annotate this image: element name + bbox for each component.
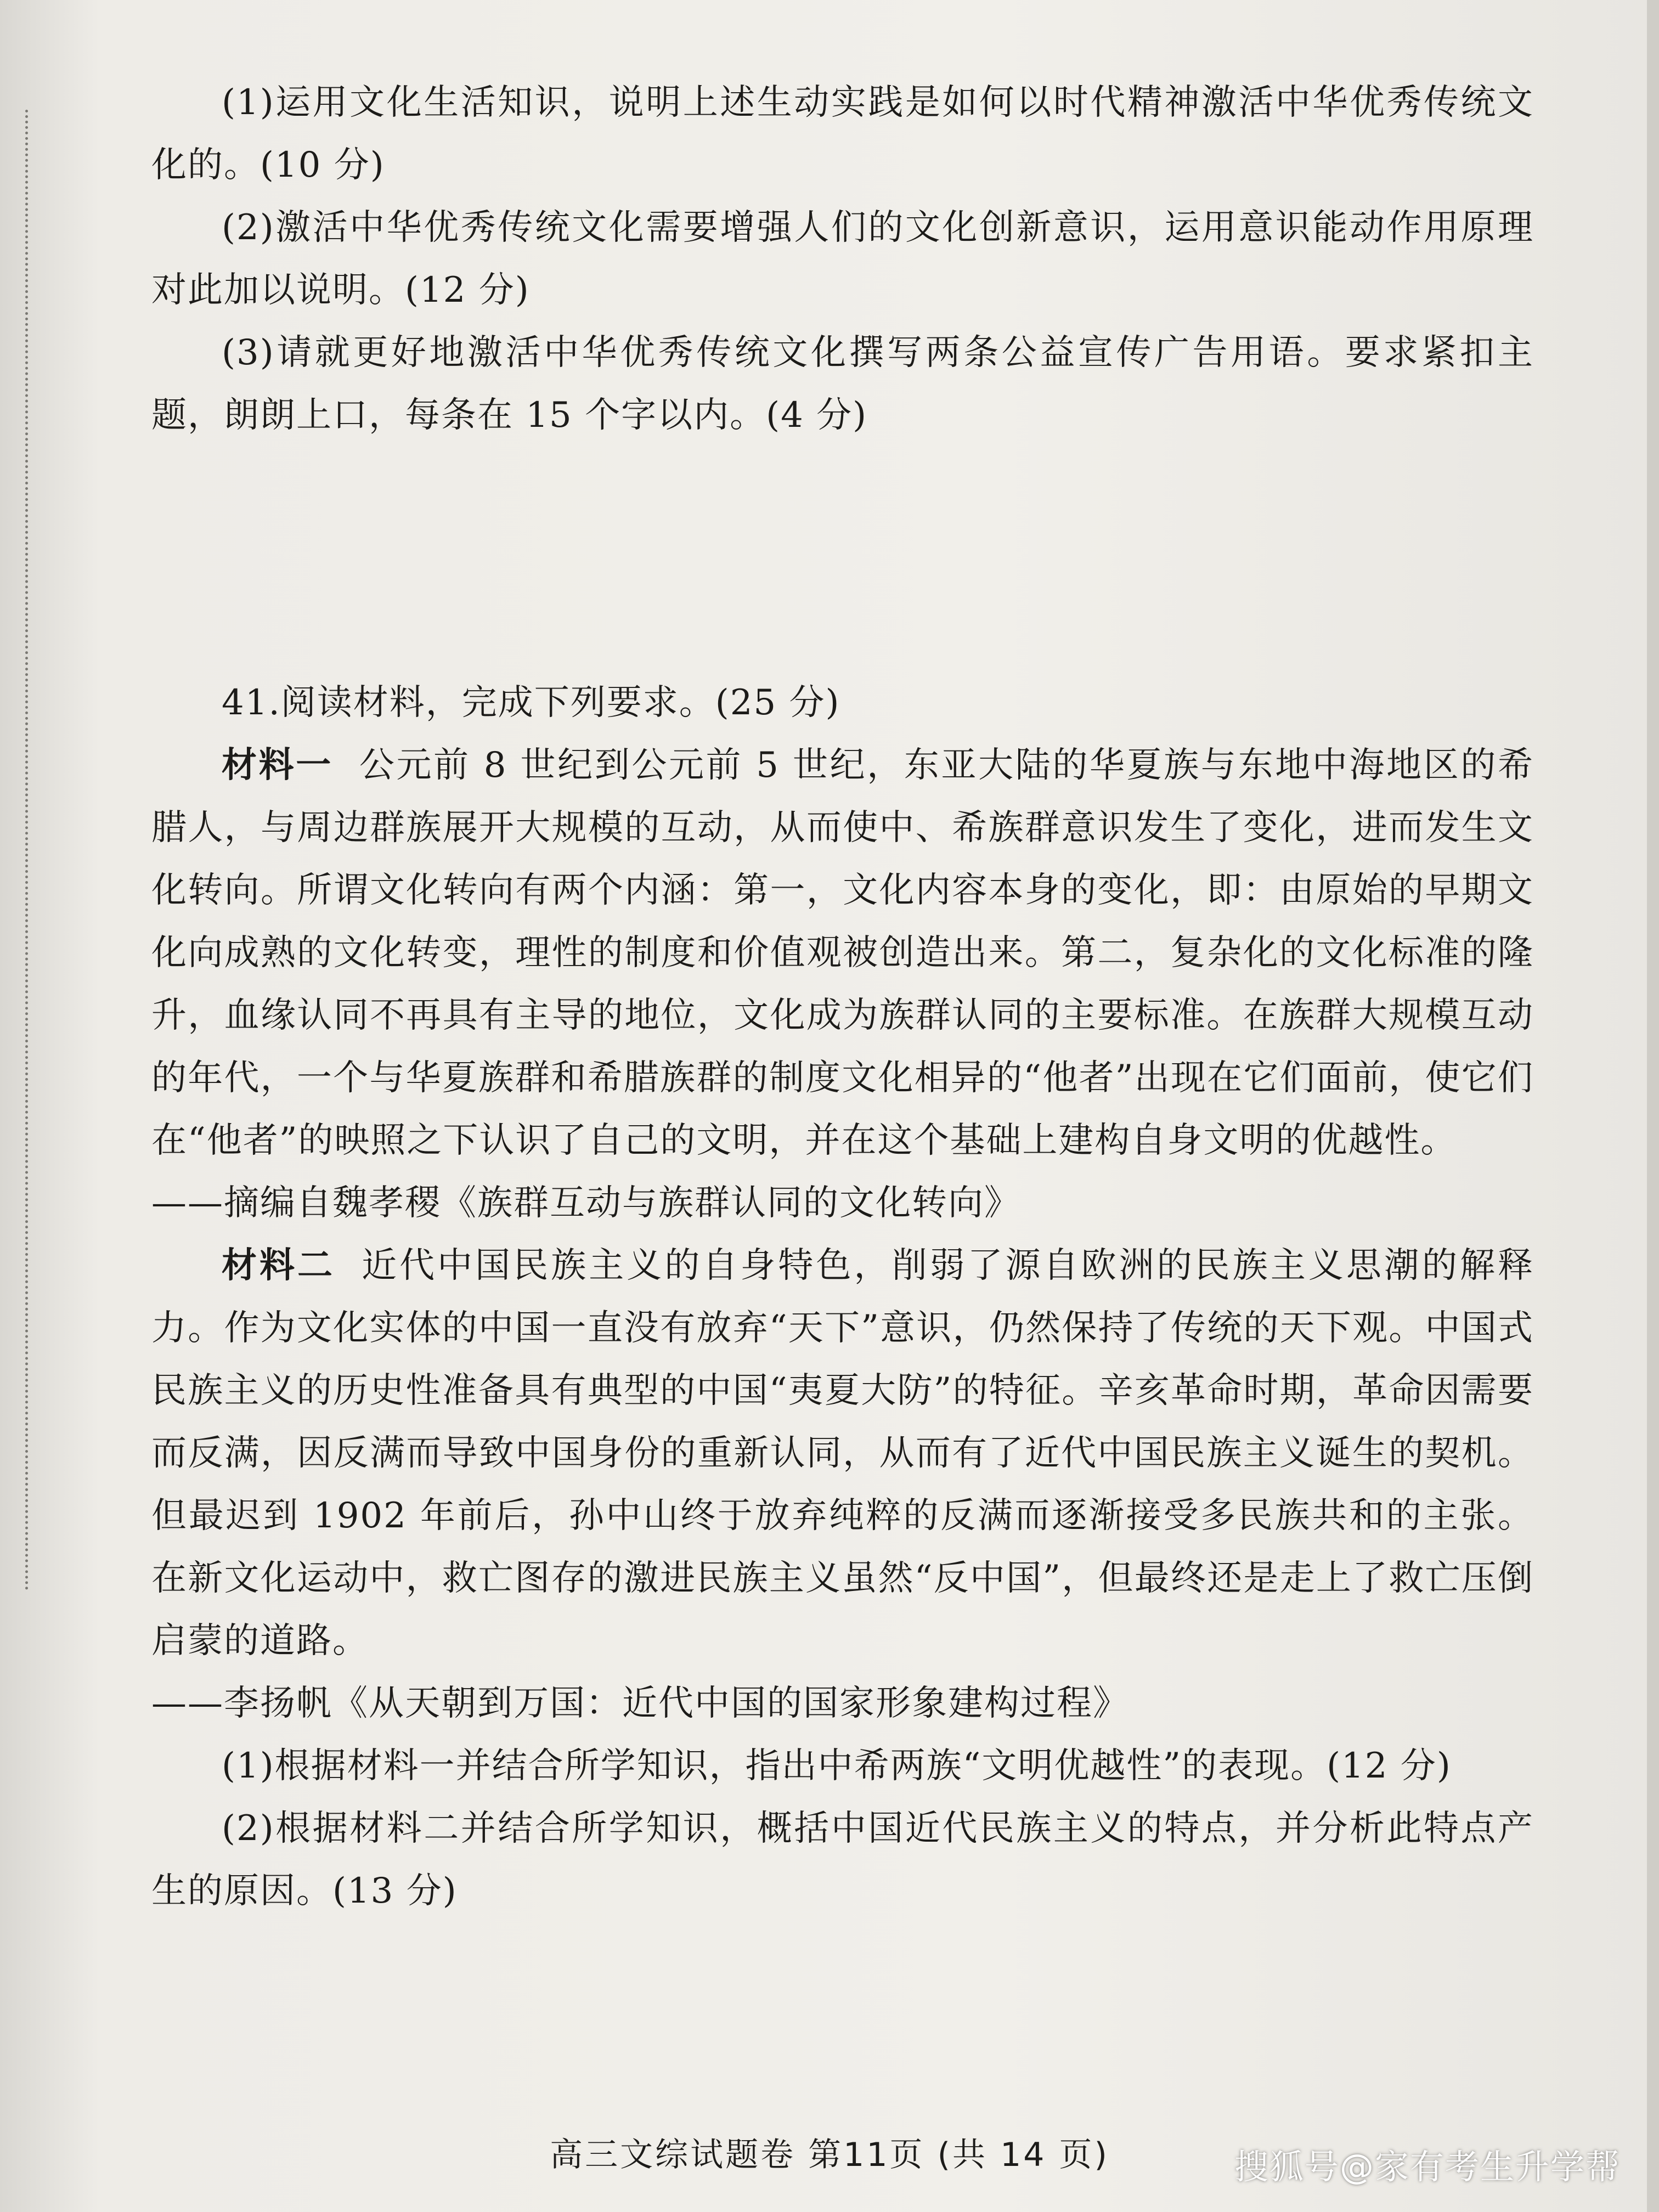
question-40-3: (3)请就更好地激活中华优秀传统文化撰写两条公益宣传广告用语。要求紧扣主题，朗朗上口，每条在 15 个字以内。(4 分) [151,332,1534,436]
material-one-label: 材料一 [222,744,333,786]
binding-dotted-line [25,110,28,1591]
answer-space [151,447,1534,672]
question-41-1: (1)根据材料一并结合所学知识，指出中希两族“文明优越性”的表现。(12 分) [222,1746,1452,1786]
page-footer: 高三文综试题卷 第11页 (共 14 页) [550,2136,1109,2174]
page-edge-shadow [1647,0,1659,2212]
material-two [151,1234,1534,1672]
question-41 [151,672,1534,1922]
material-one-text: 公元前 8 世纪到公元前 5 世纪，东亚大陆的华夏族与东地中海地区的希腊人，与周边群族展开大规模的互动，从而使中、希族群意识发生了变化，进而发生文化转向。所谓文化转向有两个内涵：第一，文化内容本身的变化，即：由原始的早期文化向成熟的文化转变，理性的制度和价值观被创造出来。第二，复杂化的文化标准的隆升，血缘认同不再具有主导的地位，文化成为族群认同的主要标准。在族群大规模互动的年代，一个与华夏族群和希腊族群的制度文化相异的“他者”出现在它们面前，使它们在“他者”的映照之下认识了自己的文明，并在这个基础上建构自身文明的优越性。 [151,745,1534,1161]
page-content [151,71,1534,1922]
question-40-1: (1)运用文化生活知识，说明上述生动实践是如何以时代精神激活中华优秀传统文化的。(10 分) [151,82,1534,185]
question-40-2: (2)激活中华优秀传统文化需要增强人们的文化创新意识，运用意识能动作用原理对此加以说明。(12 分) [151,207,1534,311]
material-two-text: 近代中国民族主义的自身特色，削弱了源自欧洲的民族主义思潮的解释力。作为文化实体的中国一直没有放弃“天下”意识，仍然保持了传统的天下观。中国式民族主义的历史性准备具有典型的中国“夷夏大防”的特征。辛亥革命时期，革命因需要而反满，因反满而导致中国身份的重新认同，从而有了近代中国民族主义诞生的契机。但最迟到 1902 年前后，孙中山终于放弃纯粹的反满而逐渐接受多民族共和的主张。在新文化运动中，救亡图存的激进民族主义虽然“反中国”，但最终还是走上了救亡压倒启蒙的道路。 [151,1245,1534,1661]
material-two-source: ——李扬帆《从天朝到万国：近代中国的国家形象建构过程》 [151,1683,1129,1724]
watermark: 搜狐号@家有考生升学帮 [1234,2147,1621,2187]
material-one-source: ——摘编自魏孝稷《族群互动与族群认同的文化转向》 [151,1183,1020,1223]
part-one-questions [151,71,1534,447]
question-41-heading: 41.阅读材料，完成下列要求。(25 分) [222,682,840,723]
question-41-2: (2)根据材料二并结合所学知识，概括中国近代民族主义的特点，并分析此特点产生的原因。(13 分) [151,1808,1534,1911]
material-one [151,734,1534,1172]
material-two-label: 材料二 [222,1245,336,1286]
